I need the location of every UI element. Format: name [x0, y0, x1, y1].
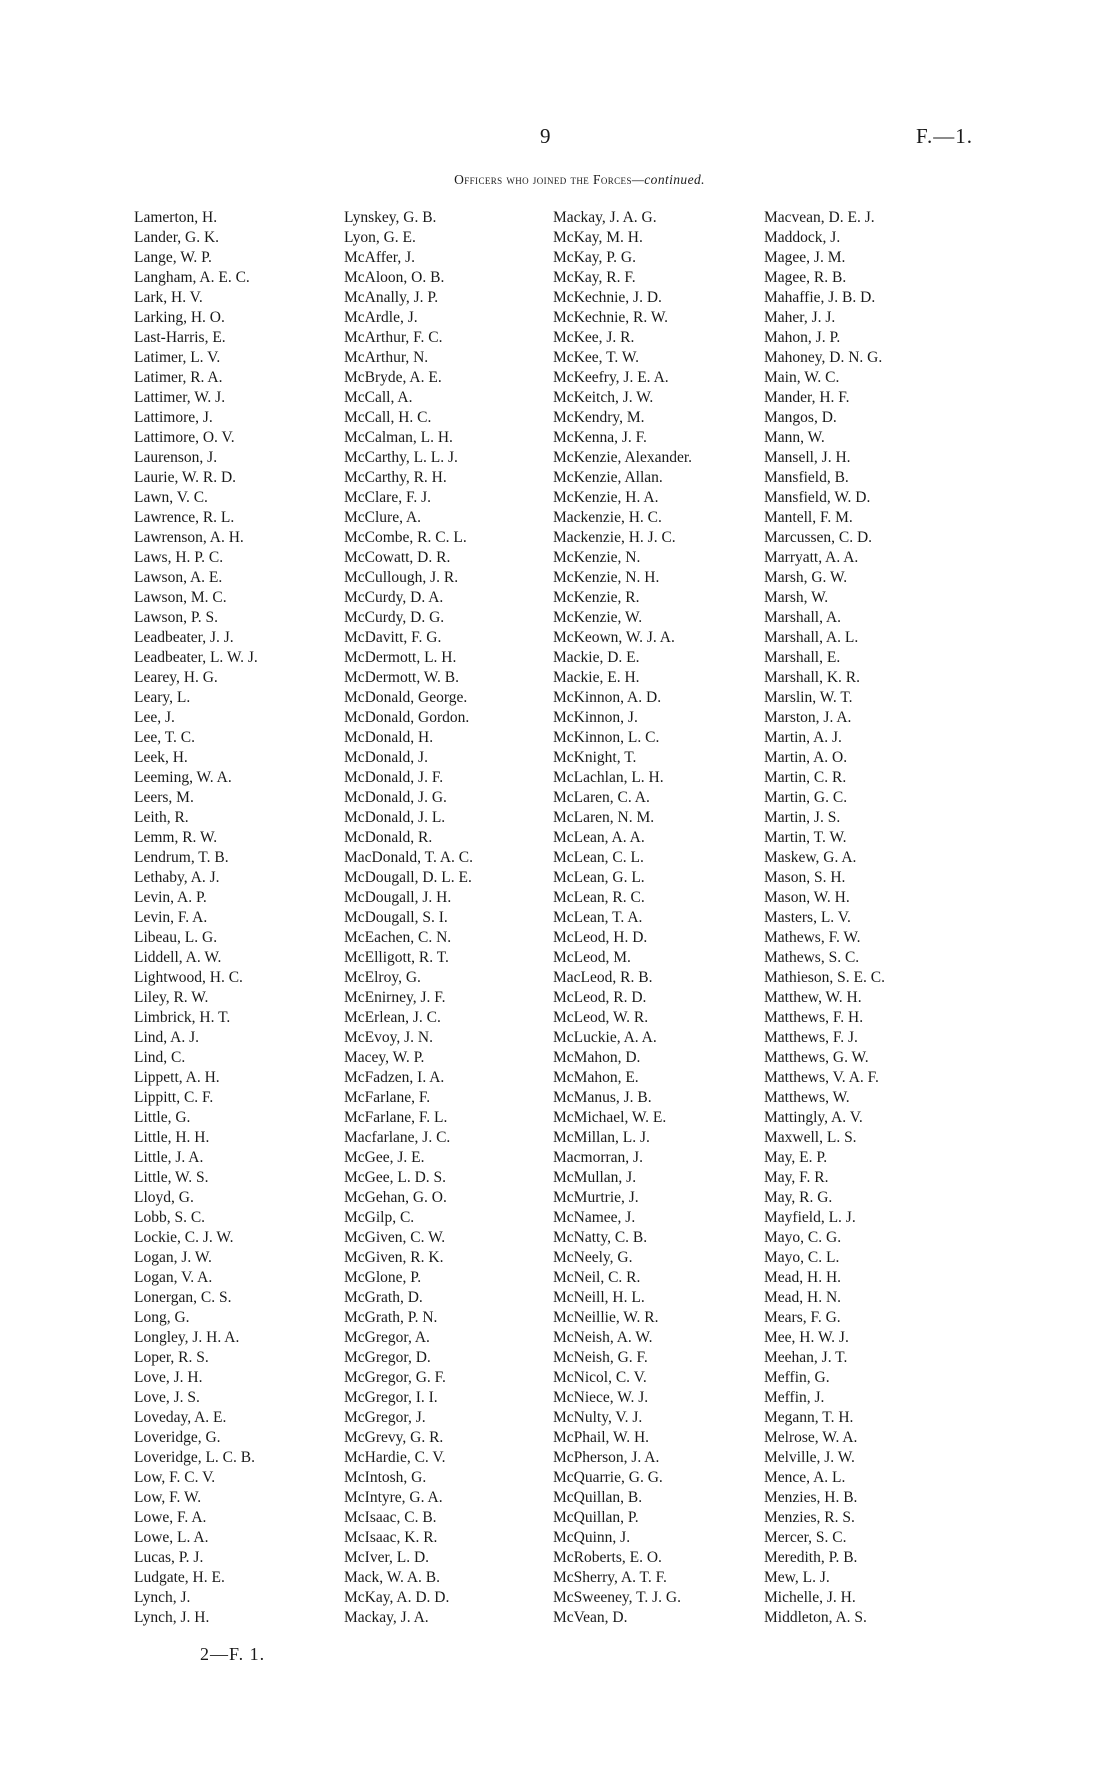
- name-entry: Mayo, C. L.: [764, 1249, 840, 1266]
- name-entry: McDonald, H.: [344, 729, 434, 746]
- name-entry: McRoberts, E. O.: [553, 1549, 662, 1566]
- name-entry: Logan, J. W.: [134, 1249, 212, 1266]
- name-entry: McIntyre, G. A.: [344, 1489, 443, 1506]
- name-entry: McAnally, J. P.: [344, 289, 439, 306]
- name-entry: Mahaffie, J. B. D.: [764, 289, 876, 306]
- name-entry: McKenzie, W.: [553, 609, 643, 626]
- name-column-1: [134, 208, 349, 1628]
- name-entry: McCalman, L. H.: [344, 429, 453, 446]
- name-entry: McIsaac, C. B.: [344, 1509, 437, 1526]
- name-entry: Lattimer, W. J.: [134, 389, 226, 406]
- name-entry: McIntosh, G.: [344, 1469, 427, 1486]
- name-entry: Lawson, M. C.: [134, 589, 227, 606]
- name-entry: McFarlane, F.: [344, 1089, 431, 1106]
- name-entry: McDonald, J. F.: [344, 769, 444, 786]
- name-entry: Lippitt, C. F.: [134, 1089, 214, 1106]
- name-column-2: [344, 208, 559, 1628]
- name-entry: McDonald, J. L.: [344, 809, 446, 826]
- name-entry: Lind, A. J.: [134, 1029, 200, 1046]
- name-entry: McClare, F. J.: [344, 489, 432, 506]
- name-entry: Little, W. S.: [134, 1169, 209, 1186]
- name-entry: McCowatt, D. R.: [344, 549, 451, 566]
- name-entry: Mead, H. H.: [764, 1269, 842, 1286]
- name-entry: Mew, L. J.: [764, 1569, 830, 1586]
- name-entry: Mantell, F. M.: [764, 509, 853, 526]
- name-entry: McLachlan, L. H.: [553, 769, 664, 786]
- name-entry: Limbrick, H. T.: [134, 1009, 231, 1026]
- name-entry: Leith, R.: [134, 809, 189, 826]
- name-entry: Magee, J. M.: [764, 249, 846, 266]
- name-entry: McElligott, R. T.: [344, 949, 449, 966]
- name-entry: Lowe, F. A.: [134, 1509, 207, 1526]
- name-entry: McKenzie, Allan.: [553, 469, 663, 486]
- name-entry: McQuinn, J.: [553, 1529, 631, 1546]
- name-entry: Lamerton, H.: [134, 209, 218, 226]
- name-entry: McHardie, C. V.: [344, 1449, 446, 1466]
- name-entry: McCall, H. C.: [344, 409, 432, 426]
- name-entry: Meffin, G.: [764, 1369, 830, 1386]
- name-entry: MacDonald, T. A. C.: [344, 849, 474, 866]
- name-entry: McGregor, G. F.: [344, 1369, 446, 1386]
- name-entry: McDonald, R.: [344, 829, 433, 846]
- name-entry: McCarthy, L. L. J.: [344, 449, 458, 466]
- name-entry: Mack, W. A. B.: [344, 1569, 441, 1586]
- name-entry: McNeish, G. F.: [553, 1349, 648, 1366]
- name-entry: Mee, H. W. J.: [764, 1329, 849, 1346]
- name-entry: McMahon, D.: [553, 1049, 641, 1066]
- name-entry: Michelle, J. H.: [764, 1589, 856, 1606]
- name-entry: McKechnie, R. W.: [553, 309, 668, 326]
- name-entry: McKeitch, J. W.: [553, 389, 654, 406]
- name-entry: McAffer, J.: [344, 249, 415, 266]
- name-entry: Loper, R. S.: [134, 1349, 209, 1366]
- name-entry: McNeill, H. L.: [553, 1289, 645, 1306]
- name-entry: Little, J. A.: [134, 1149, 204, 1166]
- name-entry: McLean, A. A.: [553, 829, 645, 846]
- name-entry: McDavitt, F. G.: [344, 629, 442, 646]
- name-entry: Mayfield, L. J.: [764, 1209, 856, 1226]
- name-entry: Martin, G. C.: [764, 789, 848, 806]
- name-entry: Little, G.: [134, 1109, 191, 1126]
- name-entry: Lawn, V. C.: [134, 489, 208, 506]
- name-entry: McDonald, J. G.: [344, 789, 447, 806]
- name-entry: Lange, W. P.: [134, 249, 212, 266]
- name-entry: Maher, J. J.: [764, 309, 836, 326]
- name-entry: McBryde, A. E.: [344, 369, 442, 386]
- name-entry: McCombe, R. C. L.: [344, 529, 467, 546]
- name-entry: Mathews, F. W.: [764, 929, 861, 946]
- name-entry: Maxwell, L. S.: [764, 1129, 857, 1146]
- name-entry: Matthews, V. A. F.: [764, 1069, 879, 1086]
- name-entry: McGregor, I. I.: [344, 1389, 438, 1406]
- name-entry: McArthur, F. C.: [344, 329, 443, 346]
- name-entry: McKay, M. H.: [553, 229, 643, 246]
- name-entry: Marsh, W.: [764, 589, 829, 606]
- name-entry: McGregor, J.: [344, 1409, 426, 1426]
- name-entry: Matthew, W. H.: [764, 989, 862, 1006]
- name-entry: Levin, A. P.: [134, 889, 207, 906]
- name-entry: Meffin, J.: [764, 1389, 825, 1406]
- name-entry: McGiven, C. W.: [344, 1229, 446, 1246]
- name-entry: Lyon, G. E.: [344, 229, 416, 246]
- name-entry: McLaren, N. M.: [553, 809, 655, 826]
- name-entry: Mence, A. L.: [764, 1469, 846, 1486]
- name-entry: Mann, W.: [764, 429, 825, 446]
- name-entry: McIver, L. D.: [344, 1549, 430, 1566]
- name-entry: Liley, R. W.: [134, 989, 209, 1006]
- heading-title: Officers who joined the Forces: [454, 172, 632, 187]
- name-entry: McGee, L. D. S.: [344, 1169, 447, 1186]
- name-entry: McPhail, W. H.: [553, 1429, 650, 1446]
- name-entry: Mansell, J. H.: [764, 449, 851, 466]
- name-entry: McFarlane, F. L.: [344, 1109, 448, 1126]
- name-entry: Macey, W. P.: [344, 1049, 425, 1066]
- name-entry: Learey, H. G.: [134, 669, 218, 686]
- name-entry: Menzies, R. S.: [764, 1509, 855, 1526]
- name-entry: McLeod, H. D.: [553, 929, 648, 946]
- name-entry: McKay, R. F.: [553, 269, 636, 286]
- name-entry: McKinnon, J.: [553, 709, 638, 726]
- name-entry: McDermott, W. B.: [344, 669, 459, 686]
- name-entry: Mears, F. G.: [764, 1309, 841, 1326]
- name-entry: McDougall, J. H.: [344, 889, 452, 906]
- name-entry: McDermott, L. H.: [344, 649, 457, 666]
- name-entry: McDonald, J.: [344, 749, 428, 766]
- name-entry: McLean, T. A.: [553, 909, 643, 926]
- name-entry: Laurie, W. R. D.: [134, 469, 237, 486]
- name-entry: Longley, J. H. A.: [134, 1329, 240, 1346]
- name-entry: McDougall, S. I.: [344, 909, 448, 926]
- name-entry: McKee, J. R.: [553, 329, 635, 346]
- section-heading: [0, 172, 1114, 188]
- name-entry: May, F. R.: [764, 1169, 829, 1186]
- name-entry: McMullan, J.: [553, 1169, 637, 1186]
- name-entry: Matthews, G. W.: [764, 1049, 869, 1066]
- name-entry: McErlean, J. C.: [344, 1009, 441, 1026]
- name-entry: Martin, T. W.: [764, 829, 847, 846]
- name-entry: Lawrence, R. L.: [134, 509, 235, 526]
- name-entry: Mander, H. F.: [764, 389, 850, 406]
- name-entry: Loveday, A. E.: [134, 1409, 227, 1426]
- name-entry: Lattimore, O. V.: [134, 429, 235, 446]
- name-entry: Mackay, J. A. G.: [553, 209, 657, 226]
- name-entry: Mackie, D. E.: [553, 649, 640, 666]
- name-entry: Lightwood, H. C.: [134, 969, 243, 986]
- name-entry: McCurdy, D. G.: [344, 609, 445, 626]
- name-entry: McFadzen, I. A.: [344, 1069, 445, 1086]
- name-entry: Melrose, W. A.: [764, 1429, 858, 1446]
- name-entry: McKenzie, H. A.: [553, 489, 659, 506]
- name-entry: Mahoney, D. N. G.: [764, 349, 883, 366]
- name-entry: Megann, T. H.: [764, 1409, 854, 1426]
- name-entry: McVean, D.: [553, 1609, 628, 1626]
- name-entry: McKenna, J. F.: [553, 429, 647, 446]
- name-entry: Lawson, P. S.: [134, 609, 218, 626]
- name-entry: Mackenzie, H. C.: [553, 509, 662, 526]
- name-entry: Ludgate, H. E.: [134, 1569, 225, 1586]
- name-entry: Last-Harris, E.: [134, 329, 226, 346]
- name-entry: Lippett, A. H.: [134, 1069, 220, 1086]
- name-entry: Lee, T. C.: [134, 729, 195, 746]
- name-entry: McLean, G. L.: [553, 869, 645, 886]
- name-entry: Lonergan, C. S.: [134, 1289, 232, 1306]
- name-entry: McAloon, O. B.: [344, 269, 445, 286]
- name-entry: McSweeney, T. J. G.: [553, 1589, 681, 1606]
- name-entry: Leers, M.: [134, 789, 194, 806]
- name-entry: McIsaac, K. R.: [344, 1529, 438, 1546]
- name-entry: Lobb, S. C.: [134, 1209, 206, 1226]
- name-entry: MacLeod, R. B.: [553, 969, 653, 986]
- name-entry: Latimer, R. A.: [134, 369, 223, 386]
- name-entry: McKay, A. D. D.: [344, 1589, 450, 1606]
- name-entry: McEachen, C. N.: [344, 929, 452, 946]
- name-entry: McLaren, C. A.: [553, 789, 650, 806]
- name-entry: Low, F. C. V.: [134, 1469, 216, 1486]
- name-entry: McKenzie, N.: [553, 549, 641, 566]
- name-entry: Mathews, S. C.: [764, 949, 860, 966]
- name-entry: McKenzie, N. H.: [553, 569, 660, 586]
- name-entry: McArdle, J.: [344, 309, 418, 326]
- name-entry: McGrevy, G. R.: [344, 1429, 444, 1446]
- name-entry: McGilp, C.: [344, 1209, 415, 1226]
- name-entry: Leadbeater, J. J.: [134, 629, 234, 646]
- name-entry: McNulty, V. J.: [553, 1409, 643, 1426]
- name-entry: McLean, C. L.: [553, 849, 644, 866]
- name-entry: McNatty, C. B.: [553, 1229, 648, 1246]
- name-entry: McNiece, W. J.: [553, 1389, 649, 1406]
- name-entry: McDonald, George.: [344, 689, 468, 706]
- name-entry: Laurenson, J.: [134, 449, 218, 466]
- name-entry: McDougall, D. L. E.: [344, 869, 472, 886]
- name-entry: Logan, V. A.: [134, 1269, 213, 1286]
- name-entry: McManus, J. B.: [553, 1089, 652, 1106]
- name-entry: Marston, J. A.: [764, 709, 852, 726]
- name-entry: McEvoy, J. N.: [344, 1029, 433, 1046]
- name-entry: Matthews, F. J.: [764, 1029, 858, 1046]
- name-entry: Meehan, J. T.: [764, 1349, 848, 1366]
- name-entry: Mason, W. H.: [764, 889, 850, 906]
- name-entry: Lynskey, G. B.: [344, 209, 437, 226]
- name-entry: McPherson, J. A.: [553, 1449, 660, 1466]
- name-entry: McKinnon, A. D.: [553, 689, 662, 706]
- name-entry: Mathieson, S. E. C.: [764, 969, 885, 986]
- name-entry: McCarthy, R. H.: [344, 469, 447, 486]
- name-entry: McMillan, L. J.: [553, 1129, 650, 1146]
- name-entry: Long, G.: [134, 1309, 190, 1326]
- name-entry: Leek, H.: [134, 749, 188, 766]
- name-entry: Magee, R. B.: [764, 269, 847, 286]
- name-entry: Mansfield, W. D.: [764, 489, 871, 506]
- name-entry: Mackie, E. H.: [553, 669, 640, 686]
- name-entry: McGrath, D.: [344, 1289, 423, 1306]
- name-entry: McSherry, A. T. F.: [553, 1569, 667, 1586]
- name-entry: McLeod, W. R.: [553, 1009, 649, 1026]
- heading-continued: —continued.: [631, 172, 705, 187]
- name-entry: Marcussen, C. D.: [764, 529, 873, 546]
- name-entry: Marsh, G. W.: [764, 569, 848, 586]
- name-entry: McMichael, W. E.: [553, 1109, 667, 1126]
- name-entry: McEnirney, J. F.: [344, 989, 446, 1006]
- name-entry: McLean, R. C.: [553, 889, 645, 906]
- name-entry: Mackenzie, H. J. C.: [553, 529, 676, 546]
- name-entry: Menzies, H. B.: [764, 1489, 858, 1506]
- name-entry: McGrath, P. N.: [344, 1309, 438, 1326]
- name-entry: McNeish, A. W.: [553, 1329, 653, 1346]
- name-entry: McKenzie, R.: [553, 589, 640, 606]
- name-entry: McGiven, R. K.: [344, 1249, 444, 1266]
- name-entry: Masters, L. V.: [764, 909, 851, 926]
- name-entry: Macvean, D. E. J.: [764, 209, 875, 226]
- name-entry: McGehan, G. O.: [344, 1189, 447, 1206]
- name-entry: Maskew, G. A.: [764, 849, 857, 866]
- name-entry: McGlone, P.: [344, 1269, 422, 1286]
- name-entry: Lawrenson, A. H.: [134, 529, 244, 546]
- name-entry: McKendry, M.: [553, 409, 645, 426]
- document-reference: F.—1.: [916, 124, 973, 148]
- name-entry: Marshall, A. L.: [764, 629, 859, 646]
- name-entry: Love, J. S.: [134, 1389, 200, 1406]
- name-entry: Main, W. C.: [764, 369, 840, 386]
- name-entry: Marshall, K. R.: [764, 669, 861, 686]
- name-entry: Mansfield, B.: [764, 469, 849, 486]
- name-entry: Marshall, E.: [764, 649, 841, 666]
- name-entry: McLeod, M.: [553, 949, 631, 966]
- name-entry: McCullough, J. R.: [344, 569, 459, 586]
- name-entry: McClure, A.: [344, 509, 422, 526]
- name-entry: Matthews, F. H.: [764, 1009, 864, 1026]
- name-entry: May, E. P.: [764, 1149, 828, 1166]
- name-entry: McGee, J. E.: [344, 1149, 425, 1166]
- name-entry: McElroy, G.: [344, 969, 421, 986]
- name-entry: McNeil, C. R.: [553, 1269, 641, 1286]
- name-entry: Macmorran, J.: [553, 1149, 643, 1166]
- name-column-3: [553, 208, 768, 1628]
- name-entry: McKinnon, L. C.: [553, 729, 660, 746]
- name-entry: Lynch, J. H.: [134, 1609, 210, 1626]
- name-entry: McLuckie, A. A.: [553, 1029, 657, 1046]
- name-entry: Little, H. H.: [134, 1129, 210, 1146]
- name-entry: Lemm, R. W.: [134, 829, 218, 846]
- name-entry: McCall, A.: [344, 389, 413, 406]
- name-entry: McQuarrie, G. G.: [553, 1469, 663, 1486]
- name-entry: Mattingly, A. V.: [764, 1109, 863, 1126]
- name-entry: Lawson, A. E.: [134, 569, 223, 586]
- name-entry: McMurtrie, J.: [553, 1189, 639, 1206]
- name-entry: McKeefry, J. E. A.: [553, 369, 669, 386]
- name-entry: Mead, H. N.: [764, 1289, 842, 1306]
- name-entry: McDonald, Gordon.: [344, 709, 470, 726]
- name-entry: McLeod, R. D.: [553, 989, 647, 1006]
- name-entry: McKeown, W. J. A.: [553, 629, 675, 646]
- name-entry: Lockie, C. J. W.: [134, 1229, 234, 1246]
- name-entry: Meredith, P. B.: [764, 1549, 858, 1566]
- name-entry: Martin, A. O.: [764, 749, 848, 766]
- name-entry: Martin, J. S.: [764, 809, 841, 826]
- name-entry: Martin, C. R.: [764, 769, 847, 786]
- name-entry: McKay, P. G.: [553, 249, 636, 266]
- name-entry: Lloyd, G.: [134, 1189, 194, 1206]
- name-entry: Leadbeater, L. W. J.: [134, 649, 258, 666]
- name-entry: Mackay, J. A.: [344, 1609, 429, 1626]
- name-entry: Laws, H. P. C.: [134, 549, 224, 566]
- signature-mark: 2—F. 1.: [200, 1644, 266, 1664]
- name-entry: McKenzie, Alexander.: [553, 449, 693, 466]
- name-entry: Marryatt, A. A.: [764, 549, 859, 566]
- name-entry: McQuillan, B.: [553, 1489, 643, 1506]
- name-entry: McArthur, N.: [344, 349, 429, 366]
- name-entry: Libeau, L. G.: [134, 929, 218, 946]
- name-entry: Marshall, A.: [764, 609, 842, 626]
- name-entry: McCurdy, D. A.: [344, 589, 444, 606]
- name-entry: McNicol, C. V.: [553, 1369, 647, 1386]
- name-entry: Lendrum, T. B.: [134, 849, 229, 866]
- name-entry: Mercer, S. C.: [764, 1529, 847, 1546]
- name-entry: Mayo, C. G.: [764, 1229, 842, 1246]
- name-entry: McQuillan, P.: [553, 1509, 639, 1526]
- name-entry: McNeillie, W. R.: [553, 1309, 659, 1326]
- name-entry: Matthews, W.: [764, 1089, 850, 1106]
- page-number: 9: [540, 124, 551, 148]
- name-entry: Love, J. H.: [134, 1369, 203, 1386]
- name-entry: Liddell, A. W.: [134, 949, 222, 966]
- name-column-4: [764, 208, 979, 1628]
- name-entry: Mahon, J. P.: [764, 329, 841, 346]
- name-entry: Loveridge, G.: [134, 1429, 221, 1446]
- name-entry: McNamee, J.: [553, 1209, 636, 1226]
- name-entry: Lowe, L. A.: [134, 1529, 209, 1546]
- name-entry: McMahon, E.: [553, 1069, 639, 1086]
- name-entry: May, R. G.: [764, 1189, 833, 1206]
- name-entry: Levin, F. A.: [134, 909, 208, 926]
- name-entry: McGregor, D.: [344, 1349, 431, 1366]
- name-entry: Lattimore, J.: [134, 409, 213, 426]
- name-entry: Lee, J.: [134, 709, 175, 726]
- name-entry: Low, F. W.: [134, 1489, 202, 1506]
- name-entry: Leary, L.: [134, 689, 191, 706]
- name-entry: Lethaby, A. J.: [134, 869, 220, 886]
- name-entry: Lander, G. K.: [134, 229, 220, 246]
- name-entry: Melville, J. W.: [764, 1449, 855, 1466]
- name-entry: Maddock, J.: [764, 229, 841, 246]
- name-entry: Lark, H. V.: [134, 289, 203, 306]
- name-entry: Leeming, W. A.: [134, 769, 232, 786]
- name-entry: Martin, A. J.: [764, 729, 842, 746]
- name-entry: Lynch, J.: [134, 1589, 191, 1606]
- name-entry: Loveridge, L. C. B.: [134, 1449, 255, 1466]
- name-entry: McKnight, T.: [553, 749, 637, 766]
- name-entry: McGregor, A.: [344, 1329, 430, 1346]
- name-entry: Marslin, W. T.: [764, 689, 853, 706]
- name-entry: Mangos, D.: [764, 409, 837, 426]
- name-entry: Langham, A. E. C.: [134, 269, 250, 286]
- name-entry: Mason, S. H.: [764, 869, 846, 886]
- name-entry: Larking, H. O.: [134, 309, 225, 326]
- name-entry: McKechnie, J. D.: [553, 289, 662, 306]
- name-entry: Latimer, L. V.: [134, 349, 221, 366]
- name-entry: McNeely, G.: [553, 1249, 633, 1266]
- name-entry: Lind, C.: [134, 1049, 186, 1066]
- name-entry: Middleton, A. S.: [764, 1609, 867, 1626]
- name-entry: Lucas, P. J.: [134, 1549, 204, 1566]
- name-entry: Macfarlane, J. C.: [344, 1129, 451, 1146]
- name-entry: McKee, T. W.: [553, 349, 639, 366]
